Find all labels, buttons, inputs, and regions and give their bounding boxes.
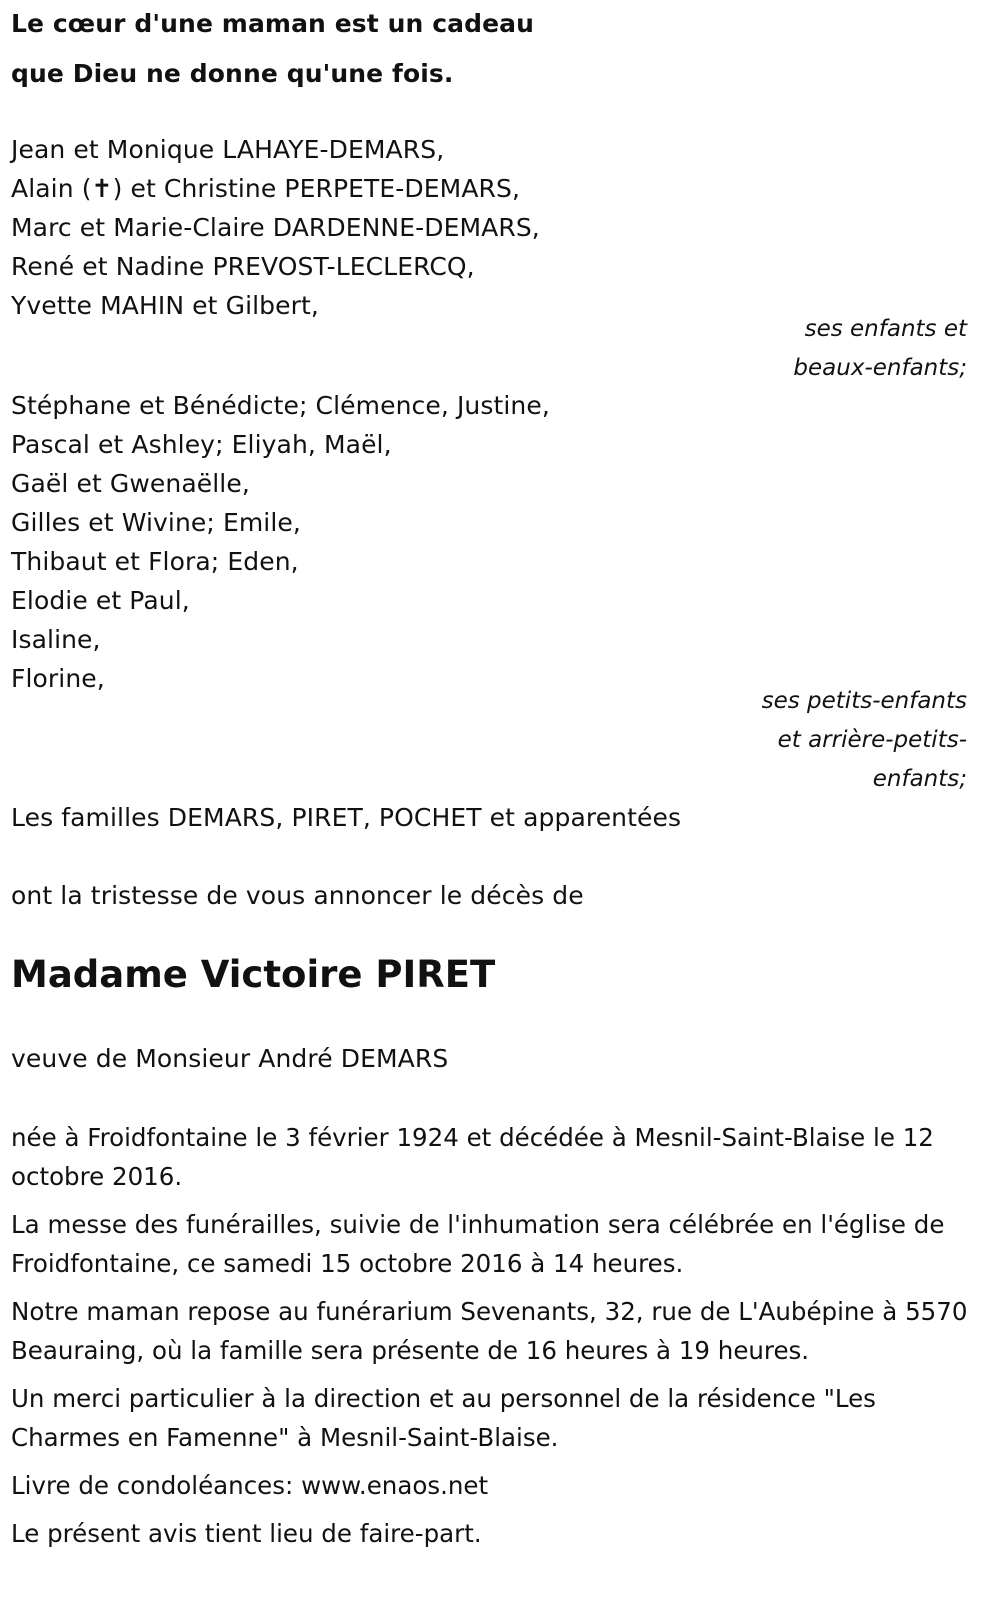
child-line: Marc et Marie-Claire DARDENNE-DEMARS, — [11, 213, 540, 242]
grandchildren-role-line-3: enfants; — [872, 766, 967, 792]
grandchild-line: Gilles et Wivine; Emile, — [11, 508, 301, 537]
born-died-paragraph: née à Froidfontaine le 3 février 1924 et décédée à Mesnil-Saint-Blaise le 12 octobre 2016. — [11, 1123, 934, 1191]
grandchild-line: Pascal et Ashley; Eliyah, Maël, — [11, 430, 392, 459]
families-line: Les familles DEMARS, PIRET, POCHET et apparentées — [11, 803, 682, 832]
grandchildren-role-line-1: ses petits-enfants — [761, 688, 967, 714]
announcement-line: ont la tristesse de vous annoncer le décès de — [11, 881, 584, 910]
notice-line: Le présent avis tient lieu de faire-part. — [11, 1519, 482, 1548]
child-line: Yvette MAHIN et Gilbert, — [11, 291, 319, 320]
child-line: René et Nadine PREVOST-LECLERCQ, — [11, 252, 475, 281]
deceased-name: Madame Victoire PIRET — [11, 953, 496, 996]
widow-line: veuve de Monsieur André DEMARS — [11, 1044, 449, 1073]
funeral-paragraph: La messe des funérailles, suivie de l'inhumation sera célébrée en l'église de Froidfontaine, ce samedi 15 octobre 2016 à 14 heures. — [11, 1210, 945, 1278]
grandchild-line: Elodie et Paul, — [11, 586, 190, 615]
rest-paragraph: Notre maman repose au funérarium Sevenants, 32, rue de L'Aubépine à 5570 Beauraing, où la famille sera présente de 16 heures à 19 heures. — [11, 1297, 968, 1365]
child-line: Jean et Monique LAHAYE-DEMARS, — [11, 135, 445, 164]
grandchildren-role-line-2: et arrière-petits- — [777, 727, 967, 753]
thanks-paragraph: Un merci particulier à la direction et au personnel de la résidence "Les Charmes en Famenne" à Mesnil-Saint-Blaise. — [11, 1384, 876, 1452]
child-line: Alain (✝) et Christine PERPETE-DEMARS, — [11, 174, 521, 203]
grandchild-line: Thibaut et Flora; Eden, — [11, 547, 299, 576]
grandchild-line: Florine, — [11, 664, 105, 693]
children-role-line-1: ses enfants et — [804, 316, 967, 342]
quote-line-1: Le cœur d'une maman est un cadeau — [11, 9, 535, 38]
grandchild-line: Stéphane et Bénédicte; Clémence, Justine, — [11, 391, 550, 420]
grandchild-line: Gaël et Gwenaëlle, — [11, 469, 250, 498]
grandchild-line: Isaline, — [11, 625, 101, 654]
children-role-line-2: beaux-enfants; — [793, 355, 967, 381]
quote-line-2: que Dieu ne donne qu'une fois. — [11, 59, 454, 88]
condolences-line: Livre de condoléances: www.enaos.net — [11, 1471, 489, 1500]
